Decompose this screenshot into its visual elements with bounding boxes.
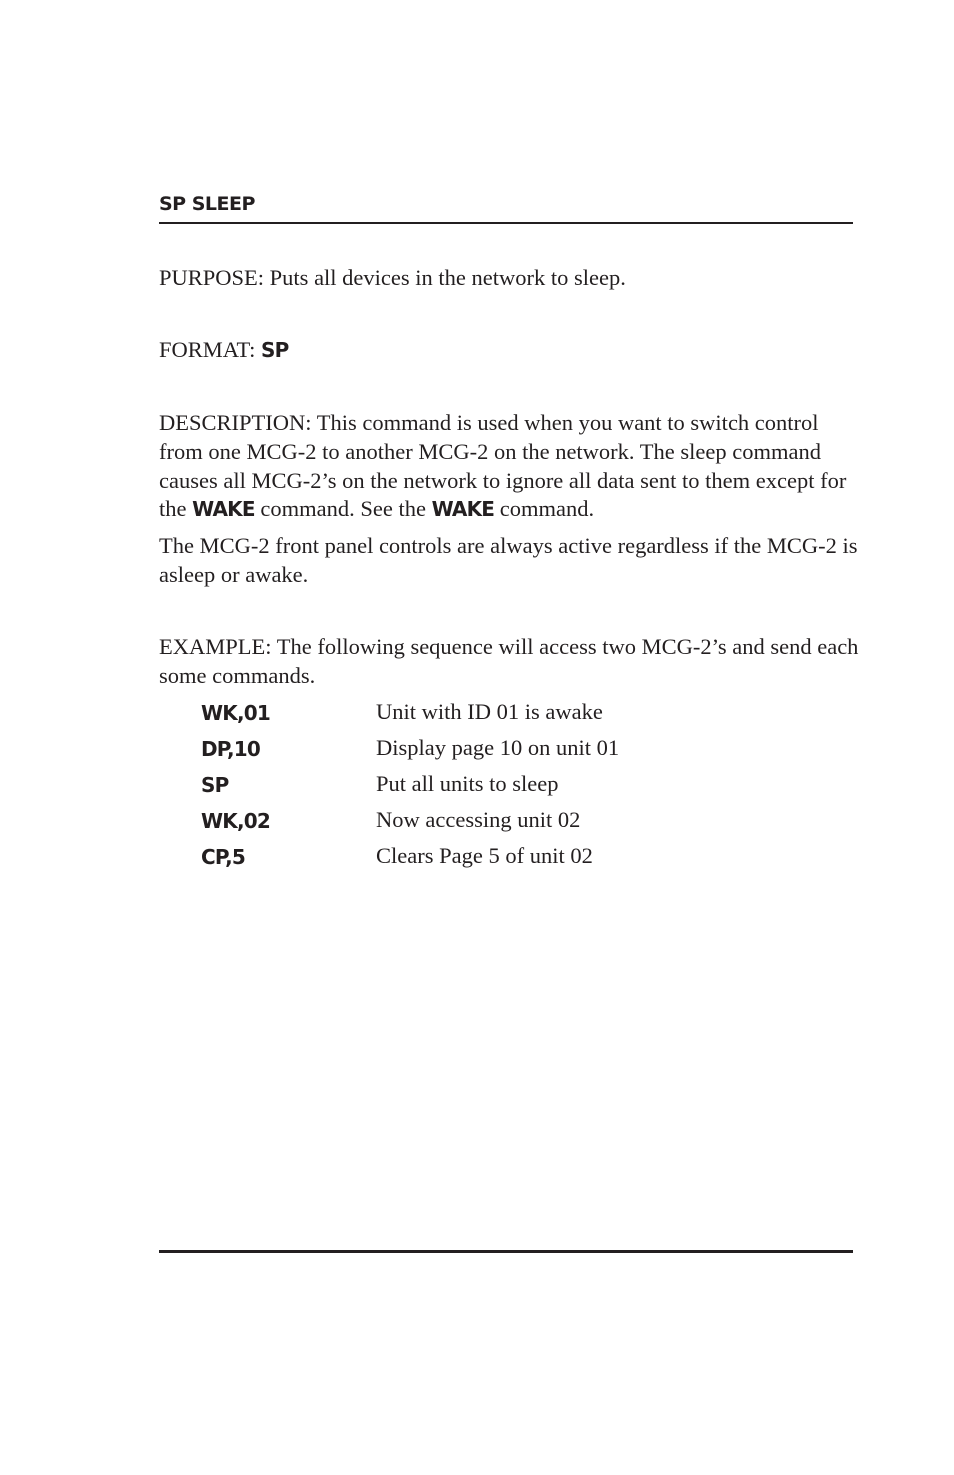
sequence-command: SP	[201, 773, 229, 797]
example-sequence	[201, 697, 761, 877]
section-heading: SP SLEEP	[159, 193, 255, 215]
sequence-command: CP,5	[201, 845, 245, 869]
sequence-row	[201, 769, 761, 805]
format-command: SP	[261, 338, 289, 362]
footer-rule	[159, 1250, 853, 1253]
sequence-description: Unit with ID 01 is awake	[376, 699, 603, 724]
sequence-description: Clears Page 5 of unit 02	[376, 843, 593, 868]
note-paragraph: The MCG-2 front panel controls are always active regardless if the MCG-2 is asleep or awake.	[159, 533, 858, 587]
sequence-command: DP,10	[201, 737, 261, 761]
purpose-text: Puts all devices in the network to sleep.	[264, 265, 626, 290]
purpose-label: PURPOSE:	[159, 265, 265, 290]
description-text-3: command.	[494, 496, 595, 522]
description-text-1: DESCRIPTION: This command is used when you want to switch control from one MCG-2 to another MCG-2 on the network. The sleep command causes all MCG-2’s on the network to ignore all data sent to them except for the	[159, 410, 847, 522]
sequence-command: WK,02	[201, 809, 270, 833]
sequence-command: WK,01	[201, 701, 270, 725]
sequence-description: Put all units to sleep	[376, 771, 559, 796]
format-label: FORMAT:	[159, 337, 262, 362]
sequence-row	[201, 805, 761, 841]
purpose-paragraph	[159, 264, 859, 293]
header-rule	[159, 222, 853, 224]
sequence-row	[201, 697, 761, 733]
example-paragraph: EXAMPLE: The following sequence will access two MCG-2’s and send each some commands.	[159, 634, 859, 688]
wake-command-ref-1: WAKE	[192, 497, 255, 522]
description-text-2: command. See the	[254, 496, 432, 522]
sequence-row	[201, 841, 761, 877]
format-paragraph	[159, 336, 859, 365]
sequence-row	[201, 733, 761, 769]
wake-command-ref-2: WAKE	[431, 497, 495, 522]
sequence-description: Now accessing unit 02	[376, 807, 581, 832]
description-paragraph	[159, 409, 859, 524]
sequence-description: Display page 10 on unit 01	[376, 735, 620, 760]
